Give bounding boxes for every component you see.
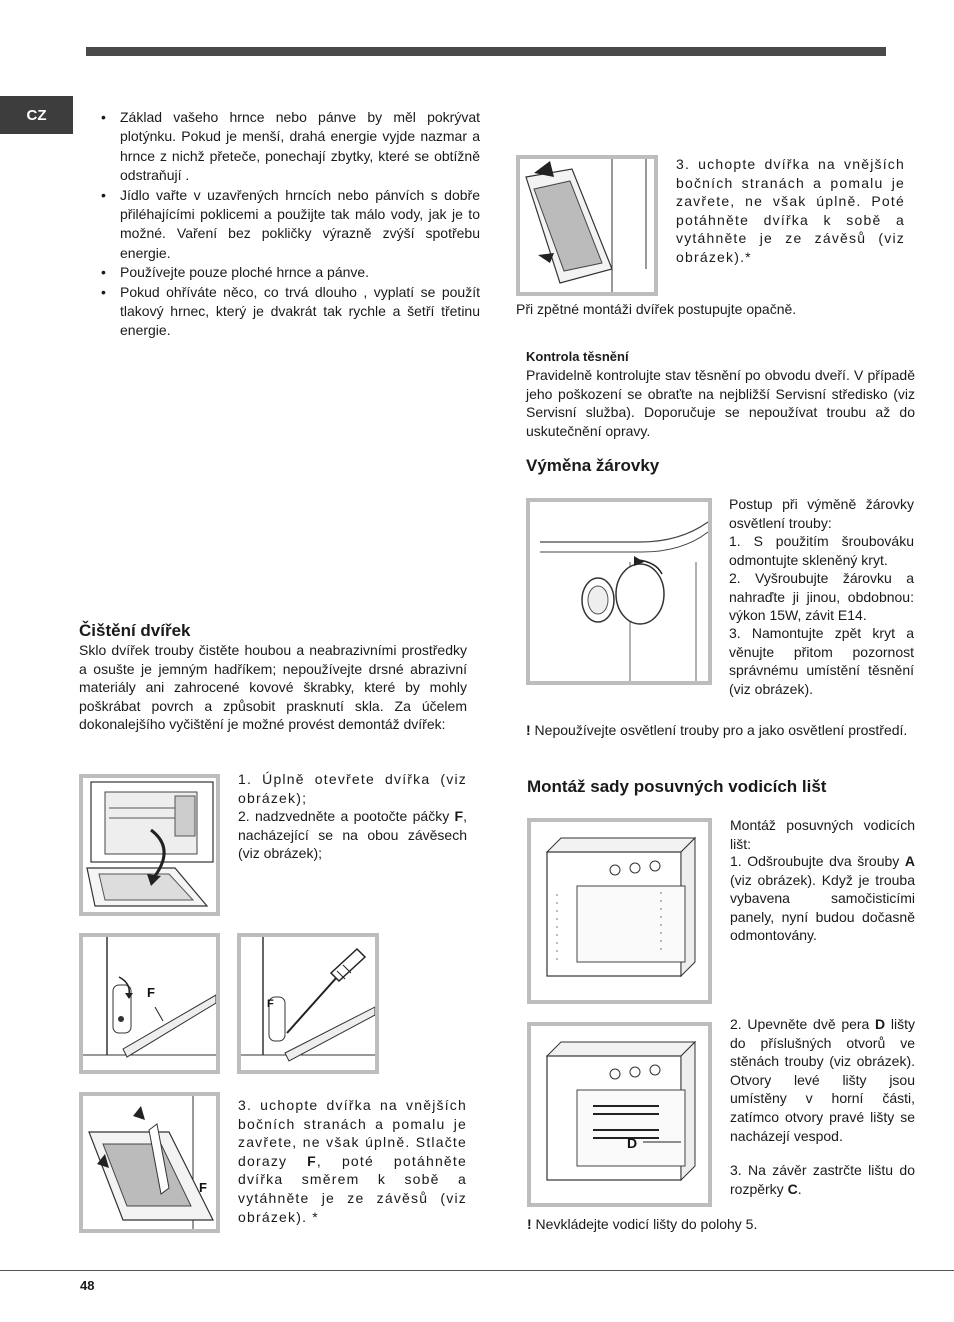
stop-label: F [307, 1152, 317, 1169]
bulb-step-3: 3. Namontujte zpět kryt a věnujte přitom pozornost správnému umístění těsnění (viz obrázek). [729, 625, 914, 697]
tip-item: • Jídlo vařte v uzavřených hrncích nebo pánvích s dobře přiléhajícími poklicemi a použijte tak málo vody, jak je to možné. Vaření bez pokličky výrazně zvýší spotřebu energie. [98, 186, 480, 264]
door-cleaning-heading: Čištění dvířek [79, 621, 191, 640]
rails-step-3 [730, 1161, 915, 1198]
tip-item: • Používejte pouze ploché hrnce a pánve. [98, 263, 480, 282]
hinge-letter-f: F [147, 985, 155, 1000]
tip-item: • Pokud ohříváte něco, co trvá dlouho , vyplatí se použít tlakový hrnec, který je dvakrát tak rychle a šetří třetinu energie. [98, 283, 480, 341]
figure-hinge-lever [79, 933, 220, 1074]
spring-label: D [875, 1016, 886, 1032]
warning-mark: ! [526, 722, 531, 738]
screwdriver-letter-f: F [267, 998, 274, 1010]
door-step-3-text-b: , poté potáhněte dvířka směrem k sobě a vytáhněte je ze závěsů (viz obrázek). * [238, 1152, 467, 1225]
rails-step-2-text-b: lišty do příslušných otvorů ve stěnách trouby (viz obrázek). Otvory levé lišty jsou umístěny v horní části, zatímco otvory pravé lišty se nacházejí vespod. [730, 1016, 915, 1144]
rails-step-3-text-a: 3. Na závěr zastrčte lištu do rozpěrky [730, 1162, 915, 1197]
header-bar [86, 47, 886, 56]
bulb-step-2: 2. Vyšroubujte žárovku a nahraďte ji jinou, obdobnou: výkon 15W, závit E14. [729, 570, 914, 624]
bulb-heading: Výměna žárovky [526, 456, 660, 475]
rails-step-1 [730, 852, 915, 945]
rails-step-3-text-b: . [797, 1180, 802, 1197]
rails-heading: Montáž sady posuvných vodicích lišt [527, 777, 827, 796]
warning-mark: ! [527, 1216, 532, 1232]
figure-remove-door [79, 1092, 220, 1233]
right-step-3: 3. uchopte dvířka na vnějších bočních stranách a pomalu je zavřete, ne však úplně. Poté potáhněte dvířka k sobě a vytáhněte je ze závěsů (viz obrázek).* [676, 156, 905, 265]
door-step-2-text-b: , nacházející se na obou závěsech (viz obrázek); [238, 808, 467, 862]
figure-lift-door [516, 155, 658, 296]
footer-rule [0, 1270, 954, 1271]
bulb-intro: Postup při výměně žárovky osvětlení trouby: [729, 496, 914, 531]
rails-step-2 [730, 1015, 915, 1145]
door-step-1: 1. Úplně otevřete dvířka (viz obrázek); [238, 771, 467, 806]
rails-intro: Montáž posuvných vodicích lišt: [730, 817, 915, 852]
reassembly-note: Při zpětné montáži dvířek postupujte opačně. [516, 301, 797, 317]
figure-open-door [79, 774, 220, 916]
page-number: 48 [80, 1278, 95, 1293]
tips-list [98, 108, 480, 341]
door-step-2 [238, 807, 467, 863]
seal-heading: Kontrola těsnění [526, 349, 629, 364]
rails-warning-text: Nevkládejte vodicí lišty do polohy 5. [531, 1216, 758, 1232]
language-tab: CZ [0, 96, 73, 134]
spacer-label: C [787, 1180, 798, 1197]
bulb-warning [526, 721, 915, 740]
door-step-3-text-a: 3. uchopte dvířka na vnějších bočních stranách a pomalu je zavřete, ne však úplně. Stlačte dorazy [238, 1097, 467, 1169]
figure-oven-rails [527, 1022, 712, 1207]
door-cleaning-intro: Sklo dvířek trouby čistěte houbou a neabrazivními prostředky a osušte je jemným hadříkem; nepoužívejte drsné abrazivní materiály ani zahrocené kovové škrabky, které by mohly poškrábat povrch a způsobit prasknutí skla. Za účelem dokonalejšího vyčištění je možné provést demontáž dvířek: [79, 642, 467, 733]
rails-step-1-text-a: 1. Odšroubujte dva šrouby [730, 853, 905, 869]
figure-bulb [526, 498, 712, 685]
lever-label: F [454, 808, 464, 824]
door-step-3 [238, 1096, 467, 1226]
rails-step-1-text-b: (viz obrázek). Když je trouba vybavena samočisticími panely, nyní budou dočasně odmontovány. [730, 871, 915, 944]
remove-letter-f: F [199, 1180, 207, 1195]
screw-label: A [904, 853, 915, 869]
door-step-2-text-a: 2. nadzvedněte a pootočte páčky [238, 808, 455, 824]
seal-text: Pravidelně kontrolujte stav těsnění po obvodu dveří. V případě jeho poškození se obraťte na nejbližší Servisní středisko (viz Servisní služba). Doporučuje se nepoužívat troubu až do uskutečnění opravy. [526, 367, 915, 439]
tip-item: • Základ vašeho hrnce nebo pánve by měl pokrývat plotýnku. Pokud je menší, drahá energie vyjde nazmar a hrnce z nichž přeteče, ponechají zbytky, které se obtížně odstraňují . [98, 108, 480, 186]
bulb-warning-text: Nepoužívejte osvětlení trouby pro a jako osvětlení prostředí. [530, 722, 908, 738]
rail-letter-d: D [627, 1135, 638, 1151]
figure-oven-screws [527, 818, 712, 1004]
rails-step-2-text-a: 2. Upevněte dvě pera [730, 1016, 876, 1032]
bulb-step-1: 1. S použitím šroubováku odmontujte skleněný kryt. [729, 533, 914, 568]
figure-screwdriver-lever [237, 933, 379, 1074]
rails-warning [527, 1215, 916, 1234]
